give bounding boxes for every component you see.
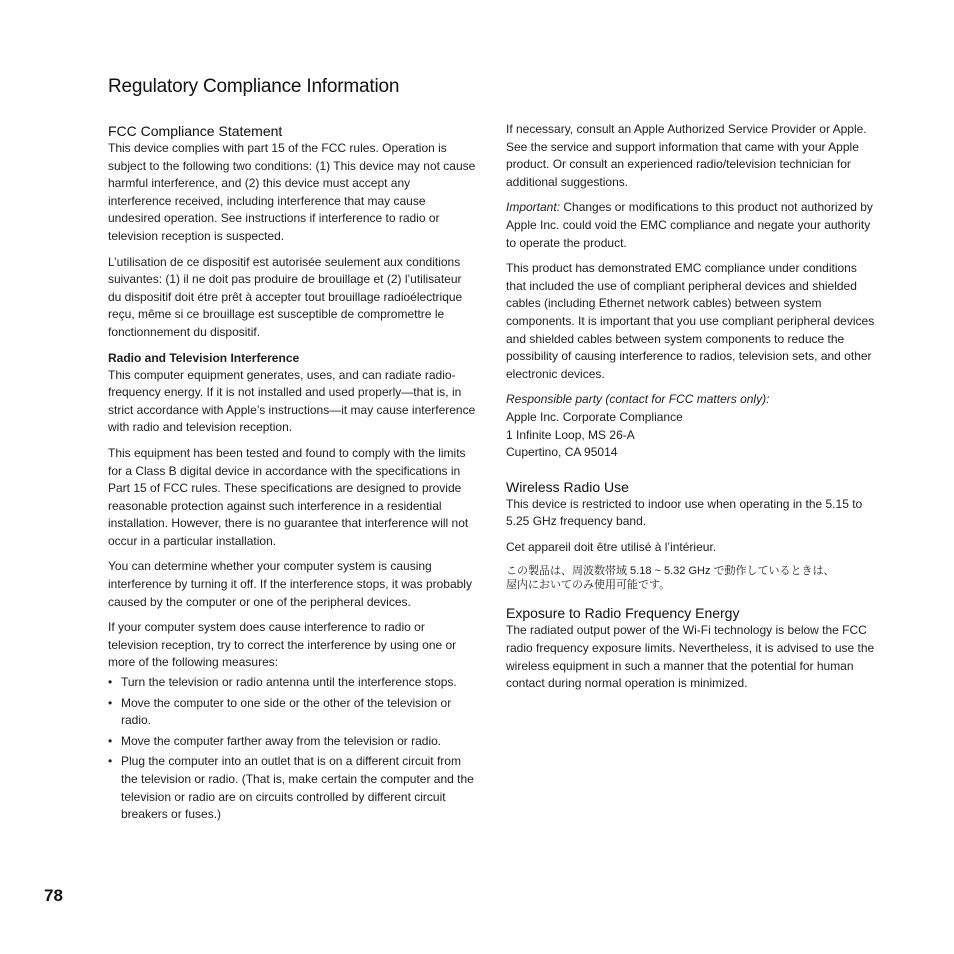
left-column bbox=[108, 122, 476, 827]
important-paragraph bbox=[506, 199, 876, 252]
list-item bbox=[108, 674, 476, 692]
important-text: Changes or modifications to this product not authorized by Apple Inc. could void the EMC compliance and negate your authority to operate the product. bbox=[506, 200, 873, 250]
bullet-icon: • bbox=[108, 695, 113, 710]
responsible-party-label: Responsible party (contact for FCC matters only): bbox=[506, 392, 770, 407]
important-label: Important: bbox=[506, 200, 561, 215]
fcc-paragraph-french: L’utilisation de ce dispositif est autorisée seulement aux conditions suivantes: (1) il ne doit pas produire de brouillage et (2) l’utilisateur du dispositif doit étre prêt à accepter tout brouillage radioélectrique reçu, même si ce brouillage est susceptible de compromettre le fonctionnement du dispositif. bbox=[108, 254, 463, 339]
rti-paragraph-1: This computer equipment generates, uses, and can radiate radio-frequency energy. If it is not installed and used properly—that is, in strict accordance with Apple’s instructions—it may cause interference with radio and television reception. bbox=[108, 367, 476, 435]
jp-line: この製品は、周波数帯域 5.18 ~ 5.32 GHz で動作しているときは、 bbox=[506, 565, 835, 578]
list-item-text: Turn the television or radio antenna until the interference stops. bbox=[121, 675, 457, 690]
list-item bbox=[108, 733, 476, 751]
bullet-icon: • bbox=[108, 733, 113, 748]
address-line: Cupertino, CA 95014 bbox=[506, 445, 618, 460]
bullet-icon: • bbox=[108, 675, 113, 690]
bullet-icon: • bbox=[108, 754, 113, 769]
address-line: Apple Inc. Corporate Compliance bbox=[506, 409, 683, 424]
address-block bbox=[506, 409, 876, 462]
wireless-paragraph-japanese bbox=[506, 564, 876, 592]
page-number: 78 bbox=[44, 886, 63, 905]
rf-paragraph: The radiated output power of the Wi-Fi technology is below the FCC radio frequency exposure limits. Nevertheless, it is advised to use the wireless equipment in such a manner that the potential for human contact during normal operation is minimized. bbox=[506, 623, 875, 691]
measures-list bbox=[108, 674, 476, 824]
right-column bbox=[506, 121, 876, 701]
wireless-heading: Wireless Radio Use bbox=[506, 478, 629, 495]
fcc-heading: FCC Compliance Statement bbox=[108, 123, 283, 139]
emc-paragraph: This product has demonstrated EMC compliance under conditions that included the use of compliant peripheral devices and shielded cables (including Ethernet network cables) between system components. It is important that you use compliant peripheral devices and shielded cables between system components to reduce the possibility of causing interference to radios, television sets, and other electronic devices. bbox=[506, 261, 875, 381]
jp-line: 屋内においてのみ使用可能です。 bbox=[506, 579, 671, 592]
list-item-text: Move the computer farther away from the television or radio. bbox=[121, 733, 442, 748]
address-line: 1 Infinite Loop, MS 26-A bbox=[506, 427, 635, 442]
rti-paragraph-3: You can determine whether your computer system is causing interference by turning it off. If the interference stops, it was probably caused by the computer or one of the peripheral devices. bbox=[108, 559, 472, 609]
list-item-text: Plug the computer into an outlet that is on a different circuit from the television or radio. (That is, make certain the computer and the television or radio are on circuits controlled by different circuit breakers or fuses.) bbox=[121, 754, 474, 822]
wireless-paragraph: This device is restricted to indoor use when operating in the 5.15 to 5.25 GHz frequency band. bbox=[506, 496, 863, 529]
fcc-paragraph: This device complies with part 15 of the FCC rules. Operation is subject to the following two conditions: (1) This device may not cause harmful interference, and (2) this device must accept any interference received, including interference that may cause undesired operation. See instructions if interference to radio or television reception is suspected. bbox=[108, 141, 476, 243]
consult-paragraph: If necessary, consult an Apple Authorized Service Provider or Apple. See the service and support information that came with your Apple product. Or consult an experienced radio/television technician for additional suggestions. bbox=[506, 122, 867, 189]
list-item-text: Move the computer to one side or the other of the television or radio. bbox=[121, 695, 452, 728]
page-title: Regulatory Compliance Information bbox=[108, 76, 400, 97]
list-item bbox=[108, 695, 476, 730]
wireless-paragraph-french: Cet appareil doit être utilisé à l’intérieur. bbox=[506, 539, 717, 554]
rti-paragraph-4: If your computer system does cause interference to radio or television reception, try to correct the interference by using one or more of the following measures: bbox=[108, 620, 457, 670]
rti-heading: Radio and Television Interference bbox=[108, 350, 300, 365]
rti-paragraph-2: This equipment has been tested and found to comply with the limits for a Class B digital device in accordance with the specifications in Part 15 of FCC rules. These specifications are designed to provide reasonable protection against such interference in a residential installation. However, there is no guarantee that interference will not occur in a particular installation. bbox=[108, 445, 469, 548]
list-item bbox=[108, 753, 476, 823]
rf-heading: Exposure to Radio Frequency Energy bbox=[506, 605, 740, 622]
